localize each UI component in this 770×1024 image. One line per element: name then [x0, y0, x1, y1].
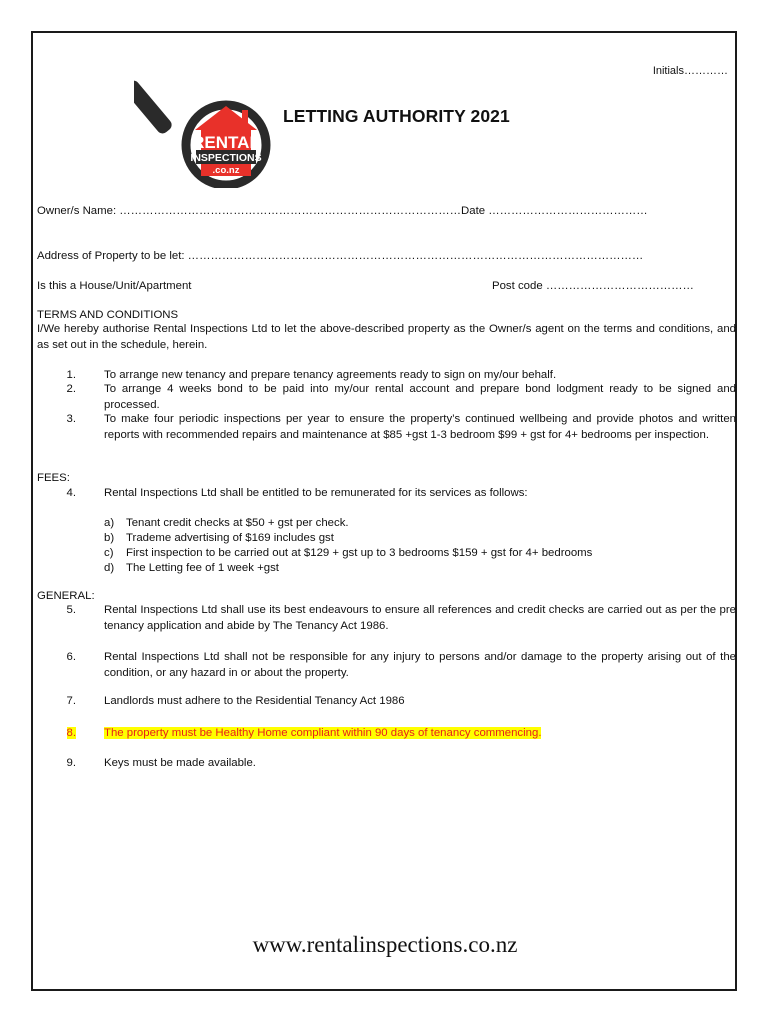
rental-inspections-logo — [134, 58, 274, 188]
fee-number: 4. — [66, 487, 76, 499]
term-item: To arrange 4 weeks bond to be paid into my/our rental account and prepare bond lodgment ready to be signed and processed. — [104, 383, 736, 411]
terms-intro: I/We hereby authorise Rental Inspections Ltd to let the above-described property as the Owner/s agent on the terms and conditions, and as set out in the schedule, herein. — [37, 323, 736, 351]
healthy-home-notice: The property must be Healthy Home compliant within 90 days of tenancy commencing. — [104, 727, 542, 739]
general-number: 5. — [66, 604, 76, 616]
general-heading: GENERAL: — [37, 590, 95, 602]
term-item: To arrange new tenancy and prepare tenancy agreements ready to sign on my/our behalf. — [104, 369, 557, 381]
magnifier-handle-icon — [134, 78, 174, 136]
website-url[interactable]: www.rentalinspections.co.nz — [252, 932, 518, 957]
fee-subitem: a) Tenant credit checks at $50 + gst per check. — [104, 517, 349, 529]
general-item: Rental Inspections Ltd shall use its best endeavours to ensure all references and credit checks are carried out as per the pre tenancy application and abide by The Tenancy Act 1986. — [104, 604, 736, 632]
fees-heading: FEES: — [37, 472, 70, 484]
term-number: 1. — [66, 369, 76, 381]
property-type-field[interactable]: Is this a House/Unit/Apartment — [37, 280, 192, 292]
general-number: 7. — [66, 695, 76, 707]
logo-word-domain: .co.nz — [212, 165, 240, 176]
initials-field: Initials………… — [652, 65, 728, 77]
postcode-field[interactable]: Post code ………………………………… — [492, 280, 694, 292]
terms-heading: TERMS AND CONDITIONS — [37, 309, 179, 321]
property-address-field[interactable]: Address of Property to be let: ………………………………………………………………………………………………………… — [37, 250, 644, 262]
general-number-highlighted: 8. — [66, 727, 76, 739]
general-item: Keys must be made available. — [104, 757, 256, 769]
general-number: 9. — [66, 757, 76, 769]
term-number: 2. — [66, 383, 76, 395]
general-item: Rental Inspections Ltd shall not be responsible for any injury to persons and/or damage to the property arising out of the condition, or any hazard in or about the property. — [104, 651, 736, 679]
document-title: LETTING AUTHORITY 2021 — [283, 106, 510, 126]
fee-item: Rental Inspections Ltd shall be entitled to be remunerated for its services as follows: — [104, 487, 528, 499]
fee-subitem: c) First inspection to be carried out at $129 + gst up to 3 bedrooms $159 + gst for 4+ bedrooms — [104, 547, 593, 559]
fee-subitem: b) Trademe advertising of $169 includes gst — [104, 532, 334, 544]
fee-subitem: d) The Letting fee of 1 week +gst — [104, 562, 279, 574]
term-item: To make four periodic inspections per year to ensure the property’s continued wellbeing and provide photos and written reports with recommended repairs and maintenance at $85 +gst 1-3 bedroom $99 + gst for 4+ bedrooms per inspection. — [104, 413, 736, 441]
owner-name-field[interactable]: Owner/s Name: ………………………………………………………………………………Date …………………………………… — [37, 205, 648, 217]
term-number: 3. — [66, 413, 76, 425]
general-item: Landlords must adhere to the Residential Tenancy Act 1986 — [104, 695, 405, 707]
general-number: 6. — [66, 651, 76, 663]
logo-word-inspections: INSPECTIONS — [190, 152, 262, 164]
logo-word-rental: RENTAL — [192, 133, 260, 152]
